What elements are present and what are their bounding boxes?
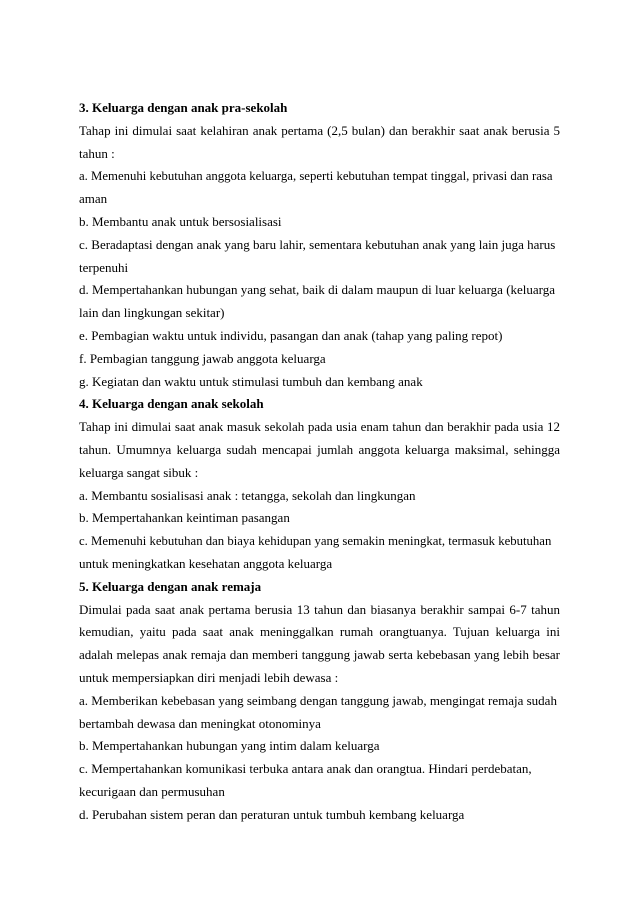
text-line: c. Memenuhi kebutuhan dan biaya kehidupan yang semakin meningkat, termasuk kebutuhan [79, 534, 552, 549]
text-line: g. Kegiatan dan waktu untuk stimulasi tumbuh dan kembang anak [79, 373, 423, 389]
text-line: b. Mempertahankan keintiman pasangan [79, 510, 290, 526]
text-line: tahun. Umumnya keluarga sudah mencapai jumlah anggota keluarga maksimal, sehingga [79, 441, 560, 457]
text-line: terpenuhi [79, 259, 129, 275]
text-line: untuk meningkatkan kesehatan anggota keluarga [79, 555, 333, 571]
text-line: tahun : [79, 145, 115, 161]
text-line: e. Pembagian waktu untuk individu, pasangan dan anak (tahap yang paling repot) [79, 327, 503, 343]
section-heading: 3. Keluarga dengan anak pra-sekolah [79, 100, 288, 115]
text-line: bertambah dewasa dan meningkat otonominya [79, 715, 321, 731]
text-line: adalah melepas anak remaja dan memberi tanggung jawab serta kebebasan yang lebih besar [79, 647, 560, 663]
text-line: f. Pembagian tanggung jawab anggota keluarga [79, 350, 326, 366]
text-line: Tahap ini dimulai saat anak masuk sekolah pada usia enam tahun dan berakhir pada usia 12 [79, 419, 560, 435]
text-line: b. Mempertahankan hubungan yang intim dalam keluarga [79, 738, 380, 754]
document-page [79, 97, 560, 827]
text-line: a. Memberikan kebebasan yang seimbang dengan tanggung jawab, mengingat remaja sudah [79, 692, 557, 708]
text-line: a. Membantu sosialisasi anak : tetangga, sekolah dan lingkungan [79, 487, 416, 503]
text-line: b. Membantu anak untuk bersosialisasi [79, 213, 282, 229]
text-line: kemudian, yaitu pada saat anak meninggalkan rumah orangtuanya. Tujuan keluarga ini [79, 624, 560, 640]
text-line: d. Mempertahankan hubungan yang sehat, baik di dalam maupun di luar keluarga (keluarga [79, 282, 556, 298]
section-heading: 5. Keluarga dengan anak remaja [79, 578, 262, 594]
text-line: a. Memenuhi kebutuhan anggota keluarga, seperti kebutuhan tempat tinggal, privasi dan rasa [79, 169, 553, 184]
text-line: kecurigaan dan permusuhan [79, 783, 225, 799]
text-line: aman [79, 191, 108, 207]
section-heading: 4. Keluarga dengan anak sekolah [79, 396, 264, 412]
text-line: c. Mempertahankan komunikasi terbuka antara anak dan orangtua. Hindari perdebatan, [79, 761, 532, 777]
text-line: lain dan lingkungan sekitar) [79, 305, 225, 321]
text-line: Dimulai pada saat anak pertama berusia 13 tahun dan biasanya berakhir sampai 6-7 tahun [79, 601, 560, 617]
text-line: Tahap ini dimulai saat kelahiran anak pertama (2,5 bulan) dan berakhir saat anak berusia 5 [79, 122, 560, 138]
text-line: c. Beradaptasi dengan anak yang baru lahir, sementara kebutuhan anak yang lain juga harus [79, 236, 556, 252]
text-line: untuk mempersiapkan diri menjadi lebih dewasa : [79, 669, 339, 685]
text-line: keluarga sangat sibuk : [79, 464, 199, 480]
text-line: d. Perubahan sistem peran dan peraturan untuk tumbuh kembang keluarga [79, 806, 465, 822]
